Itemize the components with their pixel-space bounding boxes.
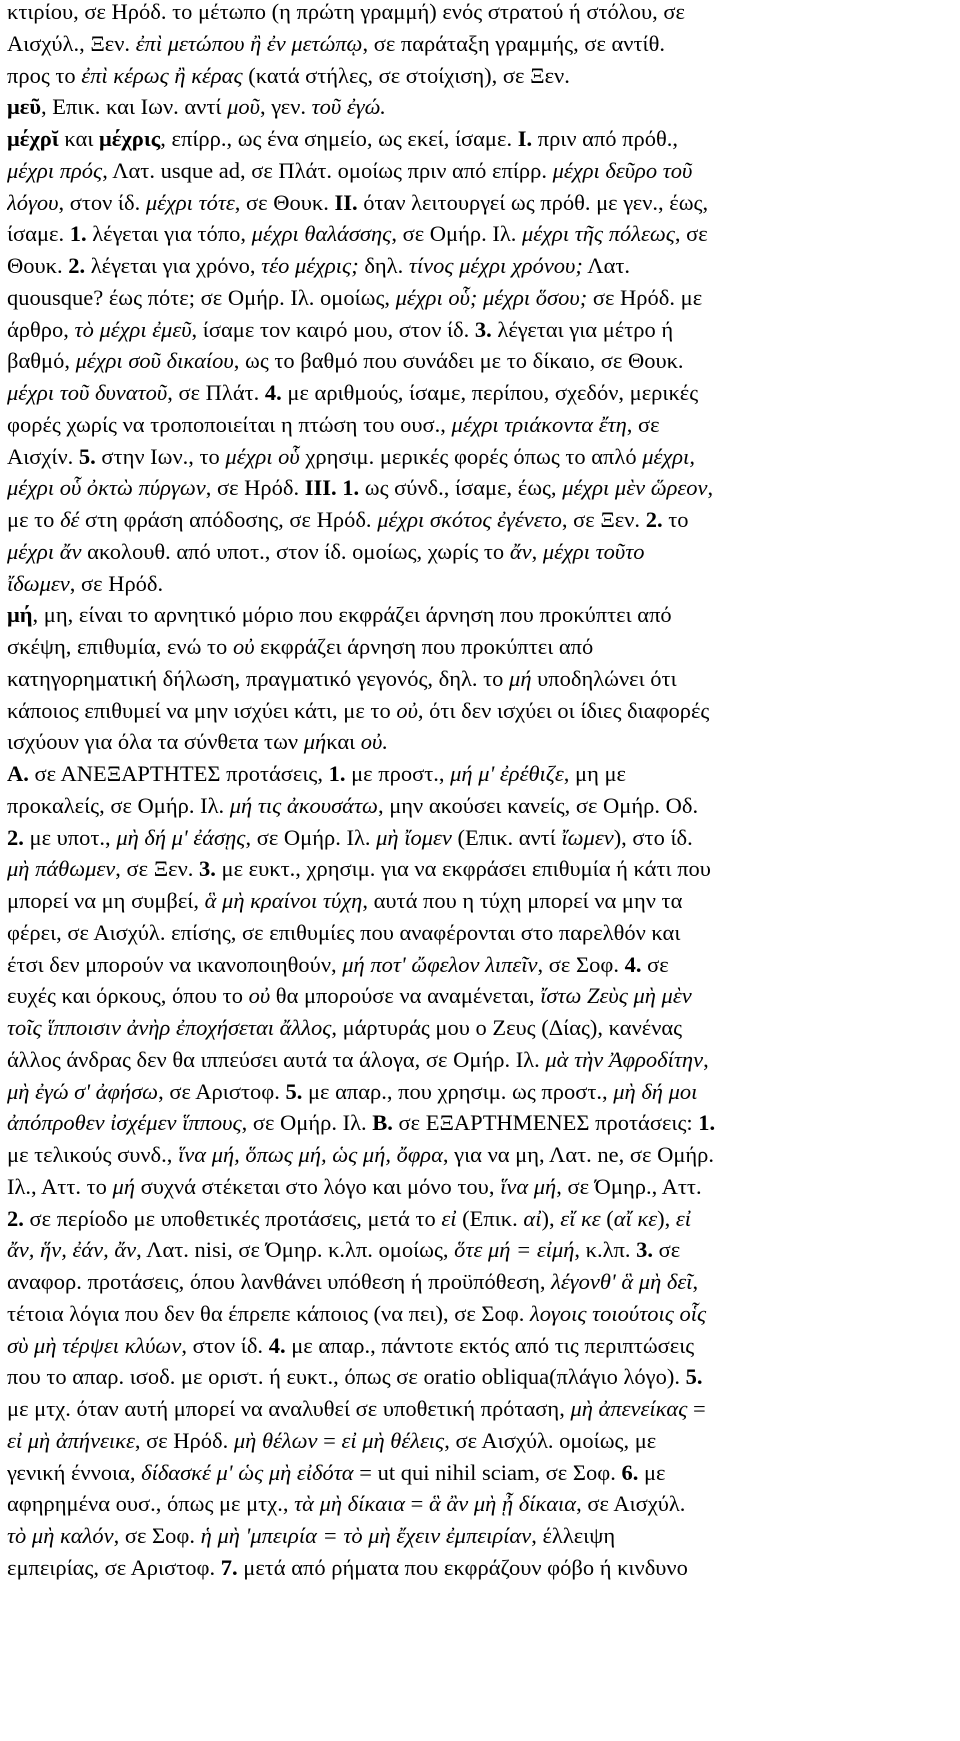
text-run: αφηρημένα ουσ., όπως με μτχ., [7,1491,295,1517]
bold-run: μέχρῐ [7,126,59,151]
text-run: Αισχύλ., Ξεν. [7,30,136,56]
bold-run: 1. [698,1110,716,1136]
text-run: , ίσαμε τον καιρό μου, στον ίδ. [191,316,475,342]
dictionary-line [7,28,953,60]
italic-run: μέχρι τῆς πόλεως [521,221,675,247]
italic-run: μὴ ἀπενείκας [570,1396,688,1421]
italic-run: αἴ κε [613,1205,658,1231]
italic-run: λόγου [7,189,59,215]
bold-run: 1. [328,761,346,786]
italic-run: μέχρι σοῦ δικαίου [75,348,234,374]
dictionary-line [7,314,953,346]
bold-run: 2. [7,1205,24,1231]
dictionary-line [7,885,953,917]
dictionary-line [7,1457,953,1489]
text-run: το [662,507,689,532]
italic-run: λέγονθ' ἃ μὴ δεῖ [551,1269,693,1294]
dictionary-line [7,1076,953,1108]
italic-run: τοῖς ἵπποισιν ἀνὴρ ἐποχήσεται ἄλλος [7,1015,332,1040]
italic-run: τὸ μὴ καλόν [7,1523,114,1548]
text-run: , επίρρ., ως ένα σημείο, ως εκεί, ίσαμε. [160,126,518,151]
text-run: ισχύουν για όλα τα σύνθετα των [7,729,304,755]
text-run: , σε Αριστοφ. [158,1078,286,1104]
text-run: με προστ., [345,761,451,786]
dictionary-line [7,949,953,981]
italic-run: μέχρι δεῦρο τοῦ [552,157,693,183]
italic-run: μέχρι τριάκοντα ἔτη [451,411,627,437]
italic-run: μέχρι σκότος ἐγένετο [377,507,562,532]
dictionary-line [7,663,953,695]
text-run: αναφορ. προτάσεις, όπου λανθάνει υπόθεση ή προϋπόθεση, [7,1269,552,1294]
text-run: , για να μη, Λατ. ne, σε Ομήρ. [442,1142,715,1167]
dictionary-line [7,504,953,536]
text-run: , ότι δεν ισχύει οι ίδιες διαφορές [417,697,710,723]
text-run: , ως το βαθμό που συνάδει με το δίκαιο, σε Θουκ. [233,348,684,374]
italic-run: εἰ [441,1205,457,1231]
dictionary-line [7,1298,953,1330]
text-run: , [703,1046,709,1072]
dictionary-line [7,917,953,949]
dictionary-line [7,218,953,250]
bold-run: 5. [685,1364,703,1390]
bold-run: 1. [69,221,87,247]
italic-run: μέχρι ἄν [7,538,82,564]
text-run: = [687,1396,706,1421]
italic-run: μὴ ἴομεν [376,824,452,850]
text-run: δηλ. [358,253,409,278]
italic-run: ἃ ἂν μὴ ᾖ δίκαια [429,1491,577,1517]
text-run: , Λατ. usque ad, σε Πλάτ. ομοίως πριν από επίρρ. [102,157,553,183]
text-run: προκαλείς, σε Ομήρ. Ιλ. [7,792,230,818]
text-run: , σε Πλάτ. [167,380,265,405]
dictionary-line [7,1330,953,1362]
text-run: Αισχίν. [7,443,79,469]
dictionary-line [7,1171,953,1203]
text-run: Ιλ., Αττ. το [7,1173,113,1199]
dictionary-line [7,377,953,409]
text-run: , στον ίδ. [181,1332,269,1358]
dictionary-line [7,1266,953,1298]
italic-run: ὅτε μή = εἰμή [454,1237,575,1263]
text-run: , σε Ηρόδ. [69,570,164,596]
text-run: λέγεται για τόπο, [86,221,252,247]
dictionary-line [7,1234,953,1266]
italic-run: μή [303,729,327,755]
italic-run: οὐ [248,983,271,1009]
italic-run: εἴ κε [560,1205,601,1231]
text-run: κατηγορηματική δήλωση, πραγματικό γεγονός, δηλ. το [7,665,510,691]
text-run: εμπειρίας, σε Αριστοφ. [7,1554,221,1580]
text-run: , σε [626,411,660,437]
dictionary-line [7,1393,953,1425]
text-run: = [405,1491,429,1517]
bold-run: 2. [68,253,86,278]
italic-run: τοῦ ἐγώ. [311,94,386,120]
bold-run: 5. [78,443,96,469]
text-run: σε [653,1237,681,1263]
text-run: με απαρ., που χρησιμ. ως προστ., [302,1078,614,1104]
dictionary-line [7,409,953,441]
bold-run: 4. [264,380,282,405]
italic-run: μέχρι, [642,443,695,469]
text-run: θα μπορούσε να αναμένεται, [270,983,541,1009]
text-run: όταν λειτουργεί ως πρόθ. με γεν., έως, [357,189,709,215]
text-run: και [326,729,361,755]
italic-run: μὴ ἐγώ σ' ἀφήσω [7,1078,159,1104]
bold-run: μεῦ [7,94,42,120]
italic-run: μέχρι πρός [7,157,103,183]
dictionary-line [7,1425,953,1457]
dictionary-line [7,1520,953,1552]
text-run: , σε Αισχύλ. [576,1491,686,1517]
text-run: συχνά στέκεται στο λόγο και μόνο του, [135,1173,501,1199]
italic-run: τὰ μὴ δίκαια [294,1491,406,1517]
italic-run: μή [112,1173,136,1199]
text-run: , σε Ομήρ. Ιλ. [241,1110,373,1136]
text-run: , [707,475,714,501]
italic-run: μή ποτ' ὤφελον λιπεῖν [342,951,538,977]
text-run: σε ΑΝΕΞΑΡΤΗΤΕΣ προτάσεις, [28,761,329,786]
italic-run: εἰ μὴ ἀπήνεικε [7,1427,135,1453]
text-run: ίσαμε. [7,221,70,247]
dictionary-line [7,1552,953,1584]
italic-run: λογοις τοιούτοις οἷς [530,1300,707,1326]
text-run: σε Ηρόδ. με [587,284,703,310]
italic-run: μὴ θέλων [233,1427,318,1453]
italic-run: ἴωμεν [561,824,614,850]
italic-run: μή τις ἀκουσάτω [229,792,378,818]
bold-run: 2. [645,507,663,532]
dictionary-line [7,282,953,314]
text-run: (κατά στήλες, σε στοίχιση), σε Ξεν. [242,62,570,88]
italic-run: μὴ δή μ' ἐάσῃς [116,824,246,850]
dictionary-line [7,1361,953,1393]
bold-run: II. [334,189,358,215]
dictionary-line [7,187,953,219]
text-run: , κ.λπ. [574,1237,637,1263]
italic-run: ἄν, ἥν, ἐάν, ἄν [7,1237,137,1263]
text-run: = [317,1427,342,1453]
italic-run: οὐ [396,697,418,723]
italic-run: μέχρι μὲν ὥρεον [562,475,708,501]
text-run: με υποτ., [23,824,117,850]
text-run: quousque? έως πότε; σε Ομήρ. Ιλ. ομοίως, [7,284,396,310]
dictionary-line [7,1107,953,1139]
text-run: μπορεί να μη συμβεί, [7,888,205,913]
text-run: πριν από πρόθ., [532,126,679,151]
text-run: ), [541,1205,561,1231]
dictionary-line [7,631,953,663]
dictionary-line [7,599,953,631]
text-run: , σε Όμηρ., Αττ. [556,1173,702,1199]
text-run: λέγεται για μέτρο ή [491,316,674,342]
text-run: στη φράση απόδοσης, σε Ηρόδ. [79,507,378,532]
dictionary-line [7,536,953,568]
text-run: γενική έννοια, [7,1459,142,1485]
italic-run: ἀπόπροθεν ἰσχέμεν ἵππους [7,1110,242,1136]
italic-run: μέχρι οὗ; μέχρι ὅσου; [395,284,588,310]
bold-run: 4. [268,1332,286,1358]
text-run: , σε Ηρόδ. [205,475,305,501]
text-run: με ευκτ., χρησιμ. για να εκφράσει επιθυμία ή κάτι που [215,856,711,882]
italic-run: ἴδωμεν [7,570,70,596]
italic-run: αἰ [523,1205,542,1231]
text-run: , Επικ. και Ιων. αντί [41,94,228,120]
text-run: , [531,538,543,564]
italic-run: ἵνα μή [500,1173,557,1199]
text-run: , σε Σοφ. [537,951,625,977]
italic-run: εἰ [675,1205,691,1231]
text-run: με τελικούς συνδ., [7,1142,179,1167]
text-run: βαθμό, [7,348,76,374]
italic-run: ἃ μὴ κραίνοι τύχη [204,888,363,913]
dictionary-line [7,853,953,885]
text-run: χρησιμ. μερικές φορές όπως το απλό [299,443,643,469]
text-run: , σε Ομήρ. Ιλ. [391,221,522,247]
text-run: Λατ. [582,253,631,278]
text-run: ως σύνδ., ίσαμε, έως, [359,475,563,501]
dictionary-line [7,250,953,282]
italic-run: μέχρι οὗ [225,443,300,469]
bold-run: B. [372,1110,393,1136]
text-run: άρθρο, [7,316,75,342]
text-run: με απαρ., πάντοτε εκτός από τις περιπτώσεις [285,1332,695,1358]
dictionary-line [7,0,953,28]
text-run: που το απαρ. ισοδ. με οριστ. ή ευκτ., όπως σε oratio obliqua(πλάγιο λόγο). [7,1364,686,1390]
dictionary-line [7,1012,953,1044]
text-run: , σε [674,221,708,247]
dictionary-text-column [7,0,953,1584]
text-run: ), στο ίδ. [613,824,693,850]
dictionary-line [7,790,953,822]
text-run: κτιρίου, σε Ηρόδ. το μέτωπο (η πρώτη γραμμή) ενός στρατού ή στόλου, σε [7,0,685,24]
text-run: , σε παράταξη γραμμής, σε αντίθ. [362,30,665,56]
bold-run: 7. [220,1554,238,1580]
italic-run: μή μ' ἐρέθιζε [450,761,564,786]
italic-run: τὸ μέχρι ἐμεῦ [74,316,192,342]
text-run: με μτχ. όταν αυτή μπορεί να αναλυθεί σε υποθετική πρόταση, [7,1396,571,1421]
text-run: τέτοια λόγια που δεν θα έπρεπε κάποιος (να πει), σε Σοφ. [7,1300,530,1326]
text-run: σε περίοδο με υποθετικές προτάσεις, μετά το [23,1205,442,1231]
italic-run: ἄν [509,538,532,564]
italic-run: μέχρι οὗ ὀκτὼ πύργων [7,475,206,501]
dictionary-line [7,1139,953,1171]
italic-run: μέχρι θαλάσσης [251,221,392,247]
dictionary-line [7,123,953,155]
italic-run: μοῦ [227,94,260,120]
bold-run: μέχρις [99,126,161,151]
dictionary-line [7,568,953,600]
text-run: σε ΕΞΑΡΤΗΜΕΝΕΣ προτάσεις: [392,1110,699,1136]
bold-run: 4. [624,951,642,977]
italic-run: εἰ μὴ θέλεις [341,1427,445,1453]
italic-run: δέ [60,507,80,532]
text-run: άλλος άνδρας δεν θα ιππεύσει αυτά τα άλογα, σε Ομήρ. Ιλ. [7,1046,546,1072]
text-run: , σε Ηρόδ. [134,1427,234,1453]
text-run: φορές χωρίς να τροποποιείται η πτώση του ουσ., [7,411,452,437]
text-run: , σε Ξεν. [115,856,200,882]
text-run: κάποιος επιθυμεί να μην ισχύει κάτι, με το [7,697,397,723]
dictionary-line [7,345,953,377]
text-run: , σε Σοφ. [113,1523,201,1548]
text-run: , έλλειψη [531,1523,616,1548]
italic-run: σὺ μὴ τέρψει κλύων [7,1332,182,1358]
bold-run: 6. [621,1459,639,1485]
italic-run: μή [509,665,532,691]
bold-run: 3. [636,1237,654,1263]
text-run: , αυτά που η τύχη μπορεί να μην τα [362,888,683,913]
italic-run: ἡ μὴ 'μπειρία = τὸ μὴ ἔχειν ἐμπειρίαν [200,1523,532,1548]
text-run: , σε Ξεν. [561,507,646,532]
bold-run: 2. [7,824,24,850]
italic-run: δίδασκέ μ' ὡς μὴ εἰδότα [141,1459,354,1485]
text-run: , [692,1269,699,1294]
text-run: σε [641,951,669,977]
text-run: , γεν. [259,94,312,120]
text-run: , μη, είναι το αρνητικό μόριο που εκφράζει άρνηση που προκύπτει από [32,602,672,628]
text-run: φέρει, σε Αισχύλ. επίσης, σε επιθυμίες που αναφέρονται στο παρελθόν και [7,919,681,945]
text-run: με το [7,507,61,532]
italic-run: οὐ. [360,729,388,755]
text-run: ( [600,1205,614,1231]
dictionary-line [7,980,953,1012]
text-run: σκέψη, επιθυμία, ενώ το [7,634,233,659]
bold-run: III. 1. [304,475,360,501]
text-run: λέγεται για χρόνο, [85,253,262,278]
italic-run: ἴστω Ζεὺς μὴ μὲν [540,983,692,1009]
text-run: , σε Αισχύλ. ομοίως, με [444,1427,657,1453]
italic-run: μέχρι τοῦτο [542,538,645,564]
text-run: (Επικ. αντί [451,824,562,850]
bold-run: A. [7,761,29,786]
italic-run: ἐπὶ κέρως ἢ κέρας [81,62,243,88]
text-run: , σε Ομήρ. Ιλ. [245,824,377,850]
dictionary-line [7,60,953,92]
text-run: , Λατ. nisi, σε Όμηρ. κ.λπ. ομοίως, [136,1237,455,1263]
dictionary-line [7,695,953,727]
italic-run: μέχρι τότε [145,189,235,215]
bold-run: 5. [285,1078,303,1104]
bold-run: 3. [199,856,216,882]
text-run: , σε Θουκ. [234,189,335,215]
text-run: μετά από ρήματα που εκφράζουν φόβο ή κινδυνο [237,1554,688,1580]
text-run: , στον ίδ. [58,189,146,215]
dictionary-line [7,155,953,187]
dictionary-line [7,726,953,758]
text-run: εκφράζει άρνηση που προκύπτει από [254,634,594,659]
italic-run: μὰ τὴν Ἀφροδίτην [545,1046,704,1072]
text-run: , μη με [563,761,626,786]
text-run: και [58,126,100,151]
text-run: υποδηλώνει ότι [531,665,677,691]
text-run: έτσι δεν μπορούν να ικανοποιηθούν, [7,951,343,977]
bold-run: μή [7,602,33,628]
italic-run: ἐπὶ μετώπου ἢ ἐν μετώπῳ [135,30,363,56]
italic-run: μὴ πάθωμεν [7,856,116,882]
text-run: ), [657,1205,676,1231]
italic-run: μὴ δή μοι [613,1078,698,1104]
dictionary-line [7,91,953,123]
text-run: Θουκ. [7,253,69,278]
text-run: (Επικ. [456,1205,524,1231]
bold-run: I. [517,126,533,151]
text-run: προς το [7,62,82,88]
text-run: με αριθμούς, ίσαμε, περίπου, σχεδόν, μερικές [281,380,699,405]
italic-run: τίνος μέχρι χρόνου; [408,253,583,278]
italic-run: οὐ [232,634,255,659]
text-run: , μην ακούσει κανείς, σε Ομήρ. Οδ. [377,792,699,818]
italic-run: μέχρι τοῦ δυνατοῦ [7,380,168,405]
dictionary-line [7,758,953,790]
text-run: , μάρτυράς μου ο Ζευς (Δίας), κανένας [331,1015,683,1040]
italic-run: ἵνα μή, ὅπως μή, ὡς μή, ὄφρα [178,1142,443,1167]
italic-run: τέο μέχρις; [261,253,359,278]
bold-run: 3. [474,316,492,342]
dictionary-line [7,1488,953,1520]
text-run: στην Ιων., το [95,443,226,469]
dictionary-line [7,822,953,854]
text-run: με [638,1459,666,1485]
dictionary-line [7,472,953,504]
text-run: = ut qui nihil sciam, σε Σοφ. [353,1459,622,1485]
text-run: ευχές και όρκους, όπου το [7,983,249,1009]
dictionary-line [7,441,953,473]
dictionary-line [7,1044,953,1076]
text-run: ακολουθ. από υποτ., στον ίδ. ομοίως, χωρίς το [81,538,510,564]
dictionary-line [7,1203,953,1235]
